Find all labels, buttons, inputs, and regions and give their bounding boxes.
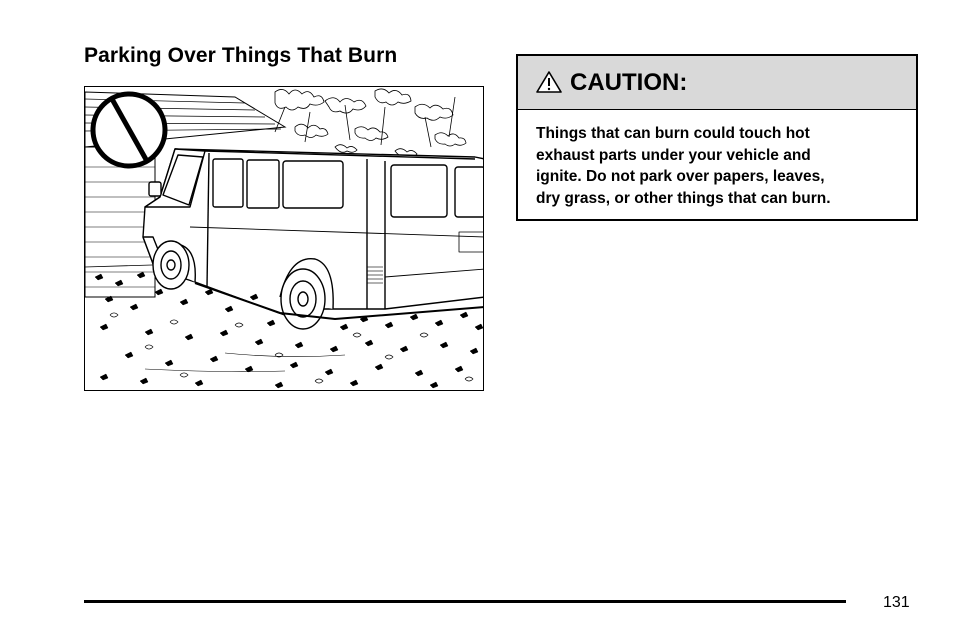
van-parked-over-leaves-drawing [85, 87, 484, 391]
caution-header [518, 56, 916, 110]
no-parking-prohibition-icon [93, 94, 165, 166]
tree-foliage-drawing [275, 89, 466, 156]
footer-rule [84, 600, 846, 603]
caution-box [516, 54, 918, 221]
caution-label: CAUTION: [570, 68, 688, 96]
warning-triangle-icon [536, 70, 562, 94]
section-title: Parking Over Things That Burn [84, 44, 398, 67]
page-number: 131 [883, 594, 910, 611]
caution-text [518, 110, 914, 209]
van-drawing [143, 149, 484, 329]
caution-line: Things that can burn could touch hot [536, 125, 810, 142]
van-illustration [84, 86, 484, 391]
caution-line: exhaust parts under your vehicle and [536, 146, 811, 164]
caution-line: dry grass, or other things that can burn. [536, 189, 831, 207]
caution-line: ignite. Do not park over papers, leaves, [536, 168, 825, 185]
